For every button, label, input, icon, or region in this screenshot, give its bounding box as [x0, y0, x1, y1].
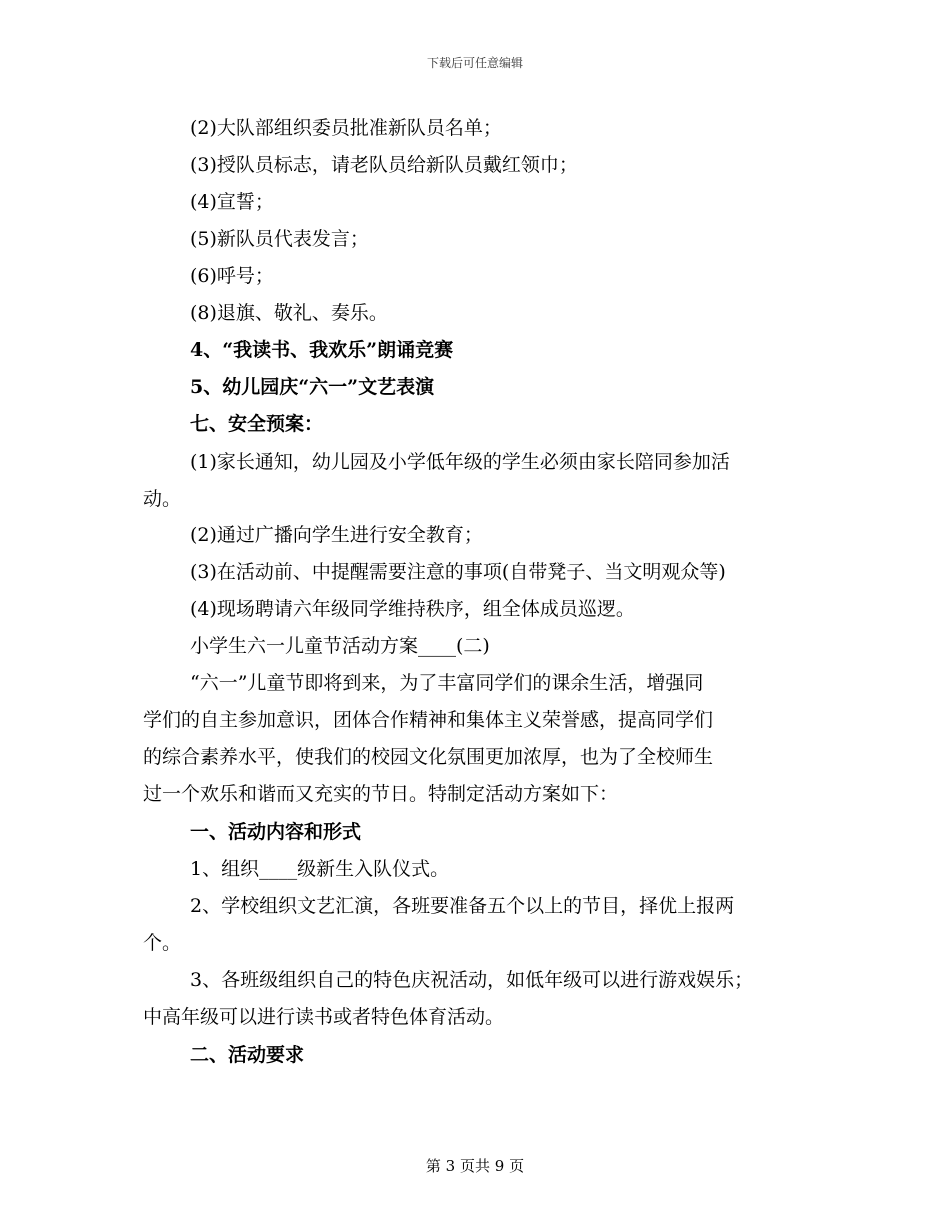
list-item: (4)宣誓；	[190, 191, 274, 213]
list-item: 3、各班级组织自己的特色庆祝活动，如低年级可以进行游戏娱乐；	[190, 969, 754, 991]
paragraph-line: “六一”儿童节即将到来，为了丰富同学们的课余生活，增强同	[190, 672, 704, 694]
list-item: 5、幼儿园庆“六一”文艺表演	[190, 376, 435, 398]
page-header: 下载后可任意编辑	[426, 56, 523, 70]
list-item: (5)新队员代表发言；	[190, 228, 369, 250]
paragraph-line: (1)家长通知，幼儿园及小学低年级的学生必须由家长陪同参加活	[190, 451, 730, 473]
list-item: (2)大队部组织委员批准新队员名单；	[190, 117, 502, 139]
paragraph-line: 学们的自主参加意识，团体合作精神和集体主义荣誉感，提高同学们	[143, 709, 714, 731]
list-item: (6)呼号；	[190, 265, 274, 287]
subtitle: 小学生六一儿童节活动方案____(二)	[190, 635, 490, 657]
list-item: 1、组织____级新生入队仪式。	[190, 858, 450, 880]
section-heading: 二、活动要求	[190, 1044, 305, 1066]
paragraph-line: 动。	[143, 488, 182, 510]
section-heading: 七、安全预案：	[190, 413, 324, 435]
paragraph-line: 的综合素养水平，使我们的校园文化氛围更加浓厚，也为了全校师生	[143, 746, 714, 768]
list-item: (3)授队员标志，请老队员给新队员戴红领巾；	[190, 154, 578, 176]
paragraph-line: 个。	[143, 932, 182, 954]
paragraph-line: 中高年级可以进行读书或者特色体育活动。	[143, 1006, 505, 1028]
list-item: (8)退旗、敬礼、奏乐。	[190, 302, 388, 324]
list-item: 4、“我读书、我欢乐”朗诵竞赛	[190, 339, 454, 361]
page-number: 第 3 页共 9 页	[425, 1157, 525, 1175]
list-item: (3)在活动前、中提醒需要注意的事项(自带凳子、当文明观众等)	[190, 561, 726, 583]
section-heading: 一、活动内容和形式	[190, 821, 362, 843]
list-item: 2、学校组织文艺汇演，各班要准备五个以上的节目，择优上报两	[190, 895, 735, 917]
paragraph-line: 过一个欢乐和谐而又充实的节日。特制定活动方案如下：	[143, 783, 619, 805]
list-item: (2)通过广播向学生进行安全教育；	[190, 524, 483, 546]
list-item: (4)现场聘请六年级同学维持秩序，组全体成员巡逻。	[190, 598, 635, 620]
